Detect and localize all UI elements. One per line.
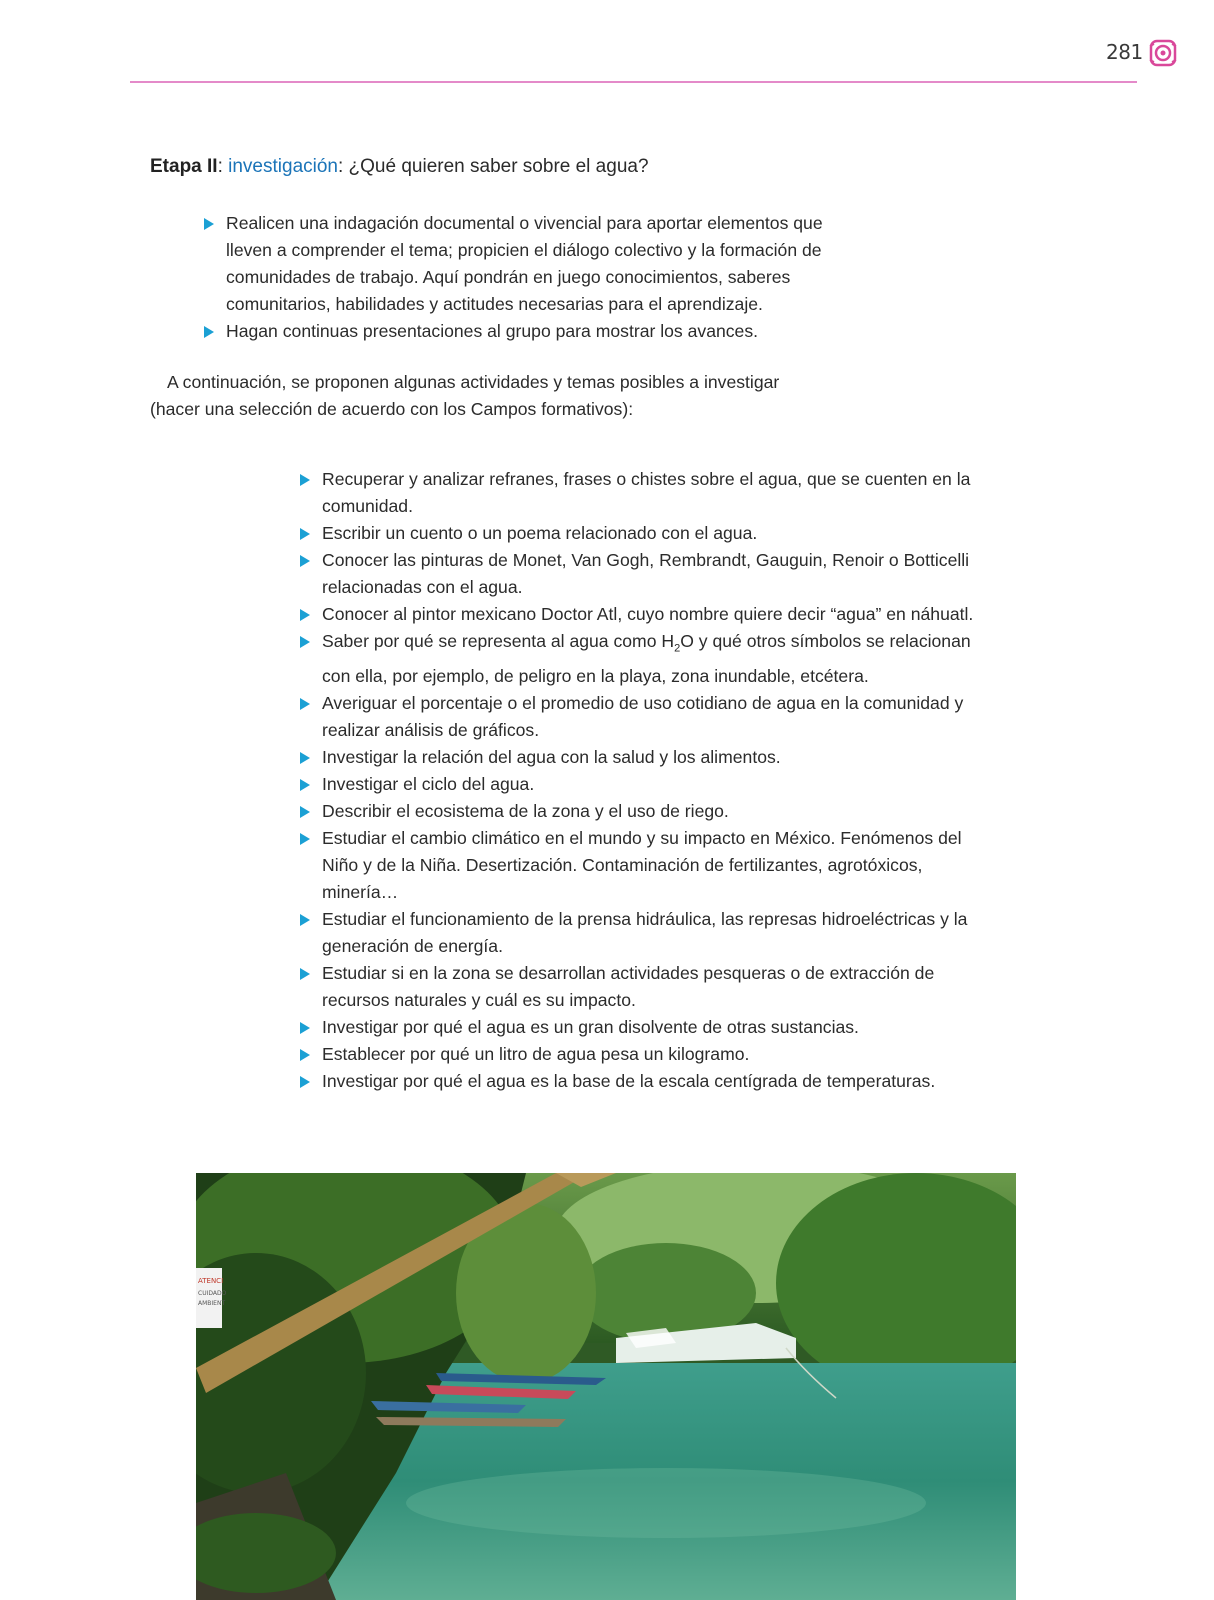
triangle-bullet-icon: [300, 474, 310, 486]
list-item: [299, 960, 979, 1014]
h2o-text-before: Saber por qué se representa al agua como H: [322, 631, 675, 651]
list-item: [299, 906, 979, 960]
list-item: [203, 210, 823, 318]
h2o-text-after: O y qué otros símbolos se relacionan con ella, por ejemplo, de peligro en la playa, zona inundable, etcétera.: [322, 631, 971, 686]
triangle-bullet-icon: [204, 326, 214, 338]
stage-topic-link[interactable]: investigación: [228, 156, 338, 177]
h2o-subscript: 2: [674, 642, 681, 655]
list-item-h2o: [299, 628, 979, 690]
triangle-bullet-icon: [300, 528, 310, 540]
activity-list: [299, 466, 979, 1095]
list-item: [299, 520, 979, 547]
triangle-bullet-icon: [300, 833, 310, 845]
list-item: [299, 798, 979, 825]
triangle-bullet-icon: [300, 806, 310, 818]
river-scene-illustration: [196, 1173, 1016, 1600]
list-item-text: Estudiar el cambio climático en el mundo y su impacto en México. Fenómenos del Niño y de la Niña. Desertización. Contaminación de fertilizantes, agrotóxicos, minería…: [322, 827, 962, 902]
stage-separator: :: [217, 156, 223, 177]
list-item: [299, 466, 979, 520]
list-item-text: Realicen una indagación documental o vivencial para aportar elementos que lleven a comprender el tema; propicien el diálogo colectivo y la formación de comunidades de trabajo. Aquí pondrán en juego conocimientos, saberes comunitarios, habilidades y actitudes necesarias para el aprendizaje.: [226, 213, 823, 314]
sign-line-1: ATENCI: [198, 1277, 224, 1285]
triangle-bullet-icon: [300, 609, 310, 621]
river-photo: [196, 1173, 1016, 1600]
stage-question: : ¿Qué quieren saber sobre el agua?: [337, 156, 649, 177]
triangle-bullet-icon: [300, 555, 310, 567]
list-item: [299, 601, 979, 628]
triangle-bullet-icon: [300, 968, 310, 980]
list-item: [299, 1068, 979, 1095]
list-item-text: Conocer al pintor mexicano Doctor Atl, cuyo nombre quiere decir “agua” en náhuatl.: [322, 604, 974, 624]
list-item: [299, 690, 979, 744]
list-item-text: Escribir un cuento o un poema relacionado con el agua.: [322, 523, 758, 543]
list-item: [203, 318, 823, 345]
list-item-text: Investigar por qué el agua es un gran disolvente de otras sustancias.: [322, 1016, 859, 1037]
triangle-bullet-icon: [204, 218, 214, 230]
list-item-text: Averiguar el porcentaje o el promedio de uso cotidiano de agua en la comunidad y realizar análisis de gráficos.: [322, 692, 964, 740]
stage-heading: [150, 156, 649, 178]
triangle-bullet-icon: [300, 1076, 310, 1088]
list-item-text: Investigar por qué el agua es la base de la escala centígrada de temperaturas.: [322, 1070, 936, 1091]
header-rule: [130, 81, 1137, 83]
triangle-bullet-icon: [300, 1022, 310, 1034]
list-item-text: Estudiar si en la zona se desarrollan actividades pesqueras o de extracción de recursos naturales y cuál es su impacto.: [322, 962, 935, 1010]
triangle-bullet-icon: [300, 1049, 310, 1061]
triangle-bullet-icon: [300, 914, 310, 926]
triangle-bullet-icon: [300, 636, 310, 648]
list-item-text: Describir el ecosistema de la zona y el uso de riego.: [322, 800, 729, 821]
sign-line-2: CUIDADO: [198, 1290, 227, 1297]
intro-paragraph: A continuación, se proponen algunas actividades y temas posibles a investigar (hacer una selección de acuerdo con los Campos formativos):: [150, 372, 780, 419]
list-item-text: Hagan continuas presentaciones al grupo para mostrar los avances.: [226, 321, 759, 341]
list-item: [299, 547, 979, 601]
list-item-text: Investigar la relación del agua con la salud y los alimentos.: [322, 746, 781, 767]
list-item: [299, 744, 979, 771]
list-item: [299, 825, 979, 906]
stage-bullet-list: [203, 210, 823, 345]
triangle-bullet-icon: [300, 779, 310, 791]
triangle-bullet-icon: [300, 752, 310, 764]
sign-line-3: AMBIENT: [198, 1300, 226, 1307]
list-item: [299, 1014, 979, 1041]
spiral-glyph-icon: [1148, 38, 1178, 68]
stage-label: Etapa II: [150, 156, 218, 177]
list-item-text: Investigar el ciclo del agua.: [322, 773, 535, 794]
list-item: [299, 771, 979, 798]
list-item-text: Estudiar el funcionamiento de la prensa hidráulica, las represas hidroeléctricas y la generación de energía.: [322, 908, 968, 956]
triangle-bullet-icon: [300, 698, 310, 710]
page-number: 281: [1106, 40, 1143, 64]
list-item-text: Conocer las pinturas de Monet, Van Gogh, Rembrandt, Gauguin, Renoir o Botticelli relacionadas con el agua.: [322, 550, 970, 597]
list-item-text: Establecer por qué un litro de agua pesa un kilogramo.: [322, 1043, 750, 1064]
list-item-text: Recuperar y analizar refranes, frases o chistes sobre el agua, que se cuenten en la comunidad.: [322, 469, 971, 516]
list-item: [299, 1041, 979, 1068]
